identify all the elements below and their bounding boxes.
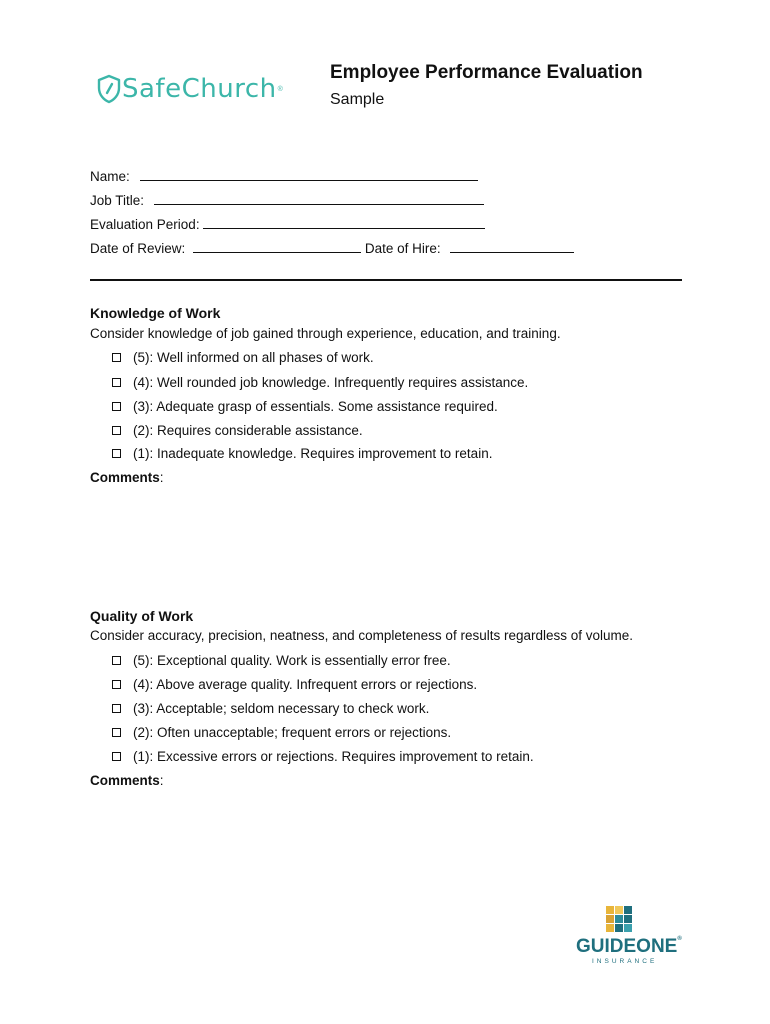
comments-label-text: Comments (90, 773, 160, 788)
date-of-hire-label: Date of Hire: (364, 241, 441, 256)
section-description-quality: Consider accuracy, precision, neatness, and completeness of results regardless of volume. (90, 628, 634, 643)
date-of-review-label: Date of Review: (90, 241, 186, 256)
evaluation-period-field[interactable] (90, 216, 485, 232)
rating-option-label: (3): Adequate grasp of essentials. Some assistance required. (133, 399, 498, 414)
checkbox[interactable] (112, 426, 121, 435)
rating-option-label: (5): Well informed on all phases of work. (133, 350, 374, 365)
rating-option-label: (4): Well rounded job knowledge. Infrequently requires assistance. (133, 375, 529, 390)
page-title: Employee Performance Evaluation (330, 62, 643, 83)
date-of-review-input-line[interactable] (193, 240, 361, 253)
rating-option[interactable] (112, 375, 528, 390)
shield-check-icon (96, 74, 122, 104)
rating-option[interactable] (112, 399, 498, 414)
rating-option[interactable] (112, 423, 363, 438)
job-title-label: Job Title: (90, 193, 145, 208)
checkbox[interactable] (112, 402, 121, 411)
date-of-hire-input-line[interactable] (450, 240, 574, 253)
logo-text: SafeChurch (122, 74, 277, 104)
page-subtitle: Sample (330, 91, 385, 108)
rating-option[interactable] (112, 446, 492, 461)
header-divider (90, 279, 682, 281)
checkbox[interactable] (112, 704, 121, 713)
job-title-input-line[interactable] (154, 192, 484, 205)
name-input-line[interactable] (140, 168, 478, 181)
name-field[interactable] (90, 168, 478, 184)
checkbox[interactable] (112, 752, 121, 761)
guideone-logo-text (576, 936, 682, 958)
checkbox[interactable] (112, 353, 121, 362)
rating-option-label: (1): Inadequate knowledge. Requires improvement to retain. (133, 446, 493, 461)
comments-label-knowledge (90, 470, 164, 485)
name-label: Name: (90, 169, 130, 184)
rating-option-label: (5): Exceptional quality. Work is essentially error free. (133, 653, 451, 668)
rating-option-label: (2): Requires considerable assistance. (133, 423, 363, 438)
section-title-quality: Quality of Work (90, 608, 194, 624)
comments-label-quality (90, 773, 164, 788)
guideone-text: GUIDEONE (576, 936, 678, 957)
safechurch-logo (96, 72, 283, 106)
checkbox[interactable] (112, 656, 121, 665)
guideone-subtext: INSURANCE (592, 958, 658, 965)
evaluation-period-input-line[interactable] (203, 216, 485, 229)
rating-option-label: (3): Acceptable; seldom necessary to check work. (133, 701, 430, 716)
checkbox[interactable] (112, 449, 121, 458)
section-title-knowledge: Knowledge of Work (90, 305, 221, 321)
guideone-trademark: ® (677, 936, 682, 942)
comments-colon: : (159, 773, 164, 788)
rating-option[interactable] (112, 701, 429, 716)
logo-trademark: ® (277, 85, 283, 93)
rating-option[interactable] (112, 725, 451, 740)
rating-option[interactable] (112, 350, 374, 365)
rating-option-label: (1): Excessive errors or rejections. Requires improvement to retain. (133, 749, 534, 764)
comments-colon: : (159, 470, 164, 485)
rating-option[interactable] (112, 653, 451, 668)
guideone-mark-icon (604, 904, 634, 934)
comments-label-text: Comments (90, 470, 160, 485)
rating-option[interactable] (112, 677, 477, 692)
rating-option-label: (2): Often unacceptable; frequent errors or rejections. (133, 725, 452, 740)
rating-option[interactable] (112, 749, 534, 764)
checkbox[interactable] (112, 728, 121, 737)
section-description-knowledge: Consider knowledge of job gained through experience, education, and training. (90, 326, 561, 341)
checkbox[interactable] (112, 680, 121, 689)
dates-field[interactable] (90, 240, 574, 256)
rating-option-label: (4): Above average quality. Infrequent errors or rejections. (133, 677, 478, 692)
checkbox[interactable] (112, 378, 121, 387)
evaluation-period-label: Evaluation Period: (90, 217, 200, 232)
job-title-field[interactable] (90, 192, 484, 208)
